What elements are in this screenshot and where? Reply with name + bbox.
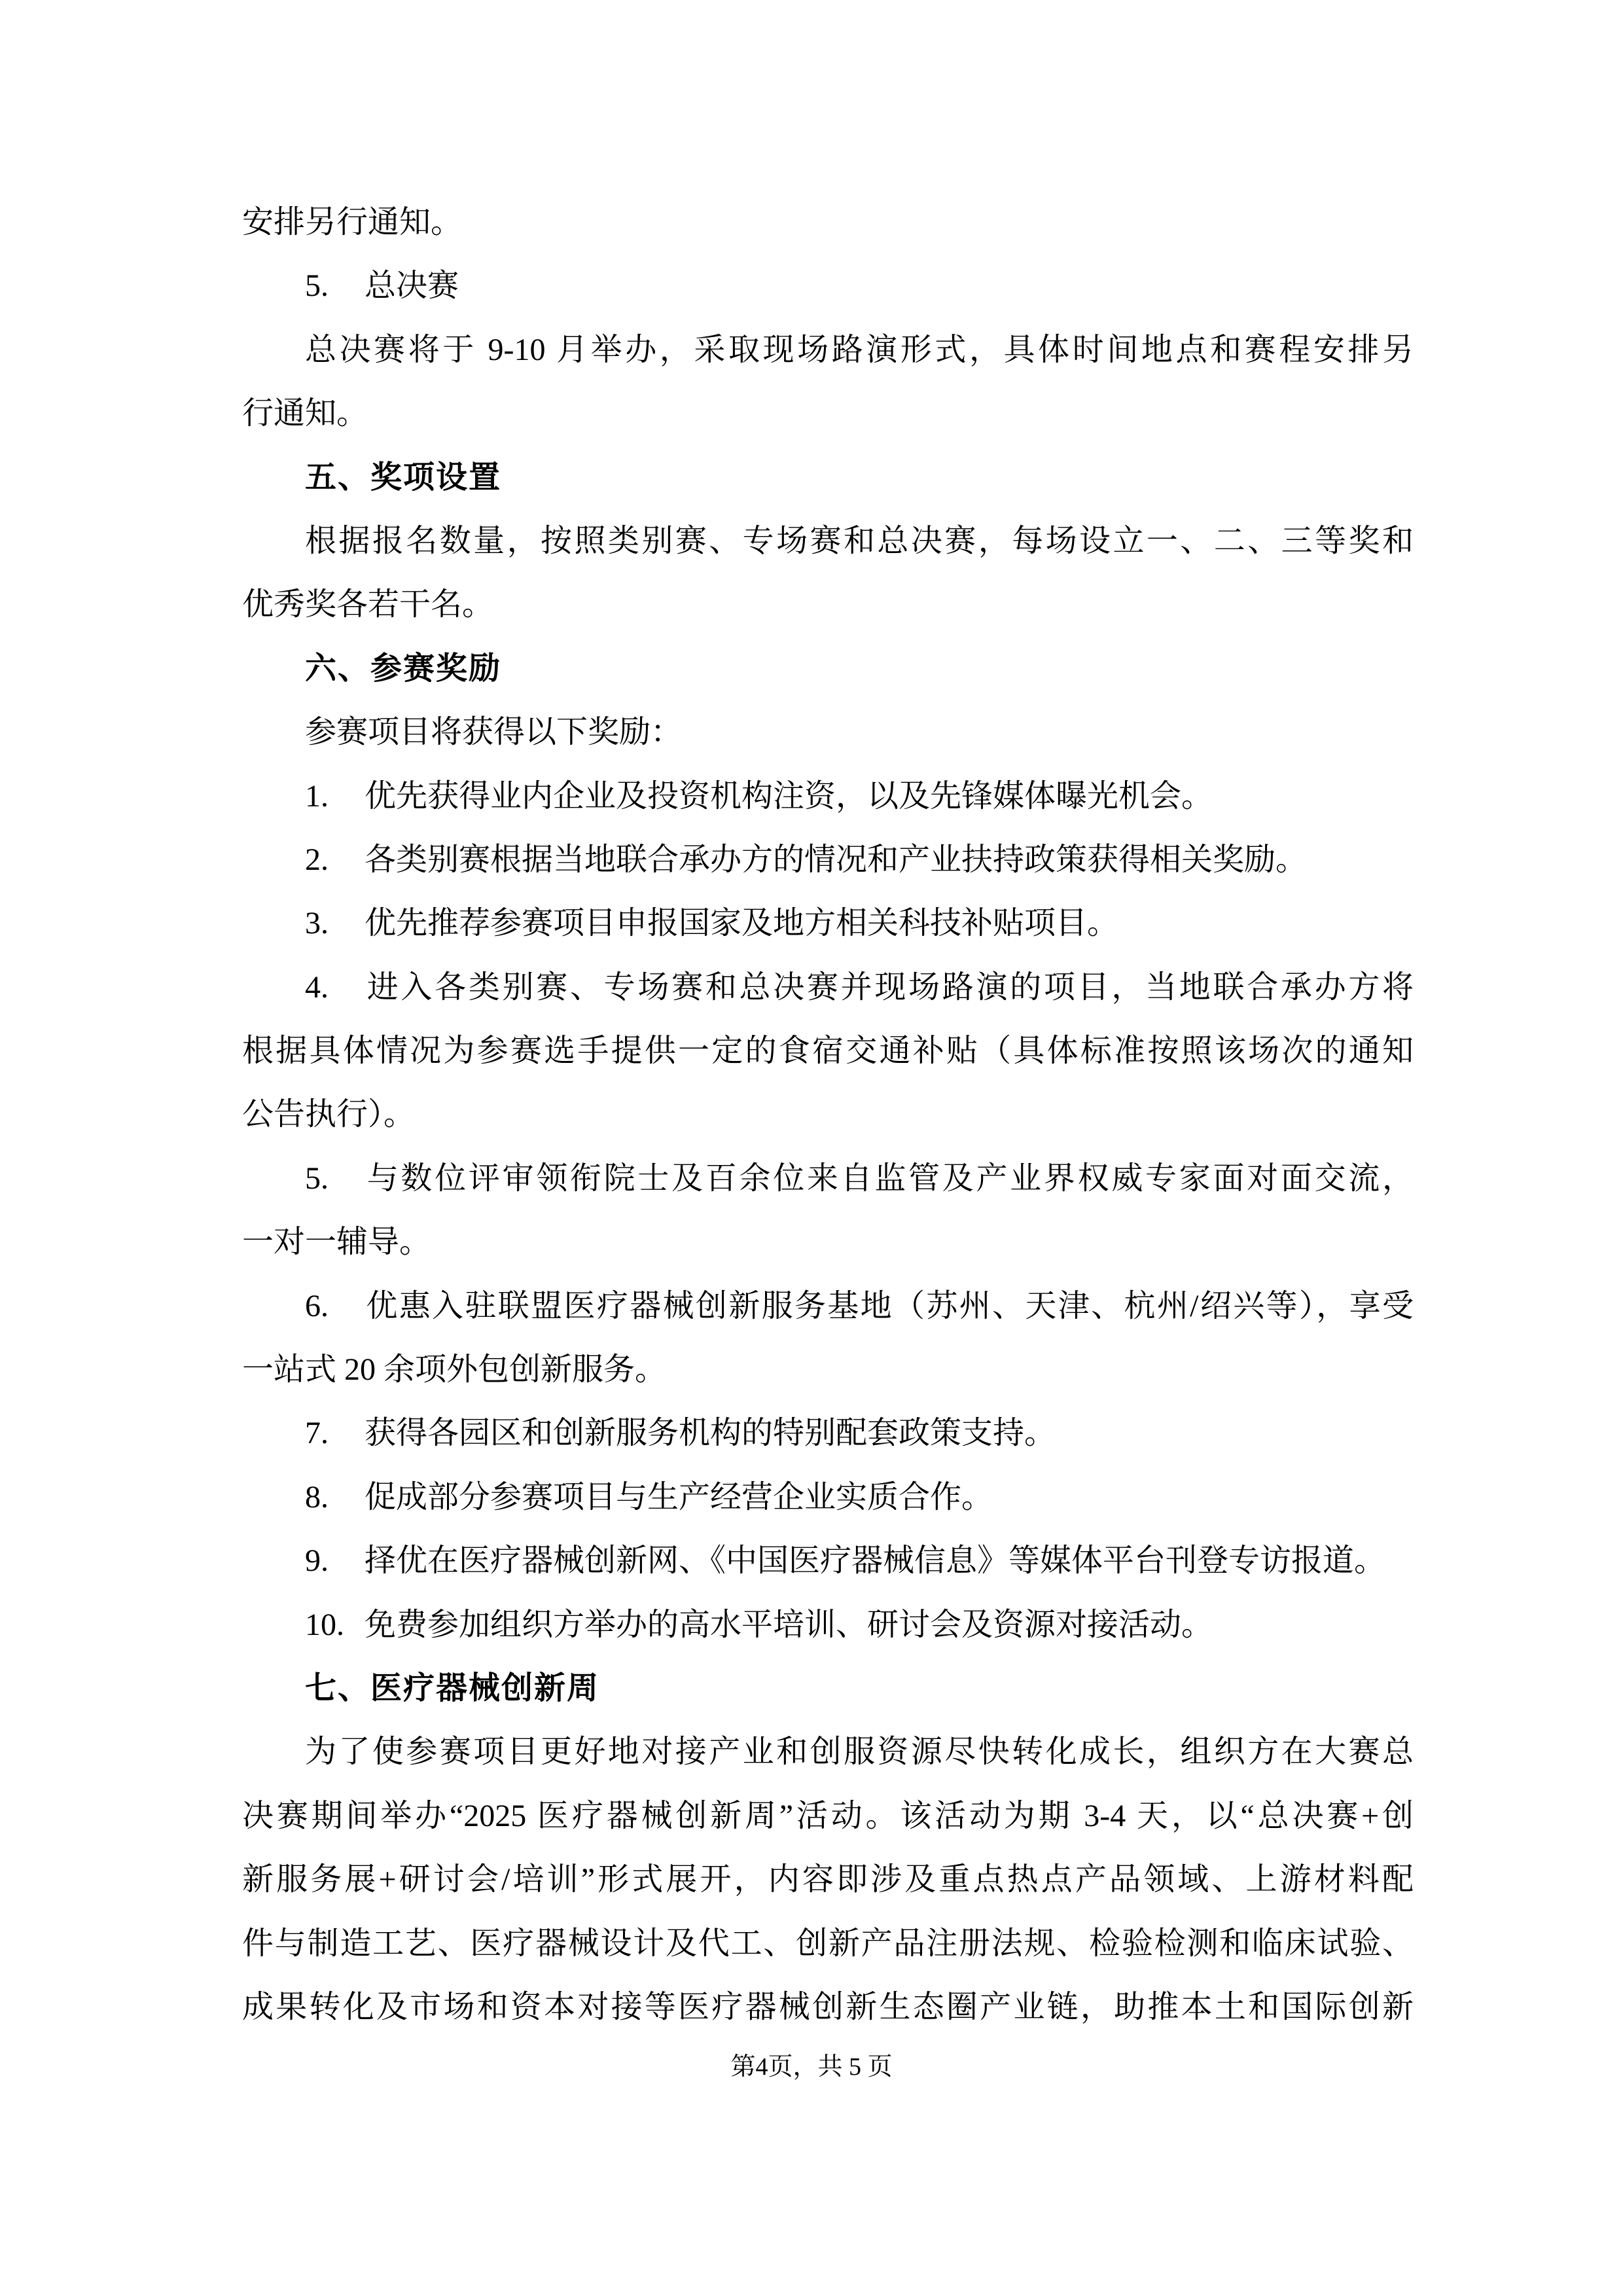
list-number: 8. bbox=[305, 1479, 329, 1515]
list-item bbox=[242, 1274, 1414, 1338]
paragraph-first-line: 为了使参赛项目更好地对接产业和创服资源尽快转化成长，组织方在大赛总 bbox=[305, 1734, 1414, 1770]
list-item bbox=[242, 1593, 1414, 1657]
list-number: 4. bbox=[305, 969, 329, 1005]
list-item-text: 择优在医疗器械创新网、《中国医疗器械信息》等媒体平台刊登专访报道。 bbox=[365, 1543, 1386, 1579]
list-number: 9. bbox=[305, 1543, 329, 1579]
list-item bbox=[242, 891, 1414, 955]
list-number: 5. bbox=[305, 1160, 329, 1196]
list-number: 5. bbox=[305, 268, 329, 304]
list-item bbox=[242, 828, 1414, 891]
paragraph-continuation-line: 公告执行）。 bbox=[242, 1097, 416, 1132]
list-item bbox=[242, 254, 1414, 317]
section-heading: 五、奖项设置 bbox=[305, 459, 502, 495]
list-number: 7. bbox=[305, 1416, 329, 1451]
page-footer bbox=[0, 2047, 1623, 2087]
list-number: 2. bbox=[305, 842, 329, 877]
paragraph-continuation-line: 一对一辅导。 bbox=[242, 1225, 431, 1260]
list-item-text: 优先推荐参赛项目申报国家及地方相关科技补贴项目。 bbox=[365, 906, 1119, 941]
paragraph-continuation-line: 件与制造工艺、医疗器械设计及代工、创新产品注册法规、检验检测和临床试验、 bbox=[242, 1926, 1414, 1961]
paragraph-continuation-line: 成果转化及市场和资本对接等医疗器械创新生态圈产业链，助推本土和国际创新 bbox=[242, 1989, 1414, 2024]
paragraph-continuation-line: 新服务展+研讨会/培训”形式展开，内容即涉及重点热点产品领域、上游材料配 bbox=[242, 1862, 1414, 1897]
section-heading: 六、参赛奖励 bbox=[305, 651, 502, 686]
list-item bbox=[242, 1465, 1414, 1529]
paragraph-continuation-line: 根据具体情况为参赛选手提供一定的食宿交通补贴（具体标准按照该场次的通知 bbox=[242, 1033, 1414, 1069]
paragraph-continuation-line: 安排另行通知。 bbox=[242, 205, 463, 240]
page-body bbox=[242, 190, 1414, 2039]
paragraph-continuation-line: 决赛期间举办“2025 医疗器械创新周”活动。该活动为期 3-4 天，以“总决赛+创 bbox=[242, 1798, 1414, 1833]
list-item-text: 促成部分参赛项目与生产经营企业实质合作。 bbox=[365, 1479, 993, 1515]
list-item-text: 优惠入驻联盟医疗器械创新服务基地（苏州、天津、杭州/绍兴等），享受 bbox=[365, 1288, 1414, 1323]
list-item bbox=[242, 1401, 1414, 1465]
list-number: 10. bbox=[305, 1607, 344, 1642]
list-item-text: 免费参加组织方举办的高水平培训、研讨会及资源对接活动。 bbox=[365, 1607, 1213, 1642]
list-item-text: 进入各类别赛、专场赛和总决赛并现场路演的项目，当地联合承办方将 bbox=[365, 969, 1414, 1005]
list-item bbox=[242, 1147, 1414, 1210]
list-number: 1. bbox=[305, 778, 329, 814]
list-item-text: 总决赛 bbox=[365, 268, 459, 304]
section-heading: 七、医疗器械创新周 bbox=[305, 1670, 600, 1706]
list-item-text: 各类别赛根据当地联合承办方的情况和产业扶持政策获得相关奖励。 bbox=[365, 842, 1308, 877]
paragraph-first-line: 根据报名数量，按照类别赛、专场赛和总决赛，每场设立一、二、三等奖和 bbox=[305, 523, 1414, 558]
list-number: 3. bbox=[305, 906, 329, 941]
page-number: 第4页，共 5 页 bbox=[730, 2053, 893, 2081]
list-item bbox=[242, 1529, 1414, 1592]
list-item bbox=[242, 764, 1414, 828]
list-item-text: 优先获得业内企业及投资机构注资，以及先锋媒体曝光机会。 bbox=[365, 778, 1213, 814]
paragraph-first-line: 总决赛将于 9-10 月举办，采取现场路演形式，具体时间地点和赛程安排另 bbox=[305, 332, 1414, 367]
list-item-text: 获得各园区和创新服务机构的特别配套政策支持。 bbox=[365, 1416, 1056, 1451]
list-item bbox=[242, 956, 1414, 1019]
paragraph-continuation-line: 优秀奖各若干名。 bbox=[242, 587, 494, 622]
paragraph-continuation-line: 一站式 20 余项外包创新服务。 bbox=[242, 1352, 667, 1388]
list-item-text: 与数位评审领衔院士及百余位来自监管及产业界权威专家面对面交流， bbox=[365, 1160, 1414, 1196]
paragraph-continuation-line: 行通知。 bbox=[242, 396, 368, 431]
list-number: 6. bbox=[305, 1288, 329, 1323]
paragraph-first-line: 参赛项目将获得以下奖励： bbox=[305, 715, 683, 750]
